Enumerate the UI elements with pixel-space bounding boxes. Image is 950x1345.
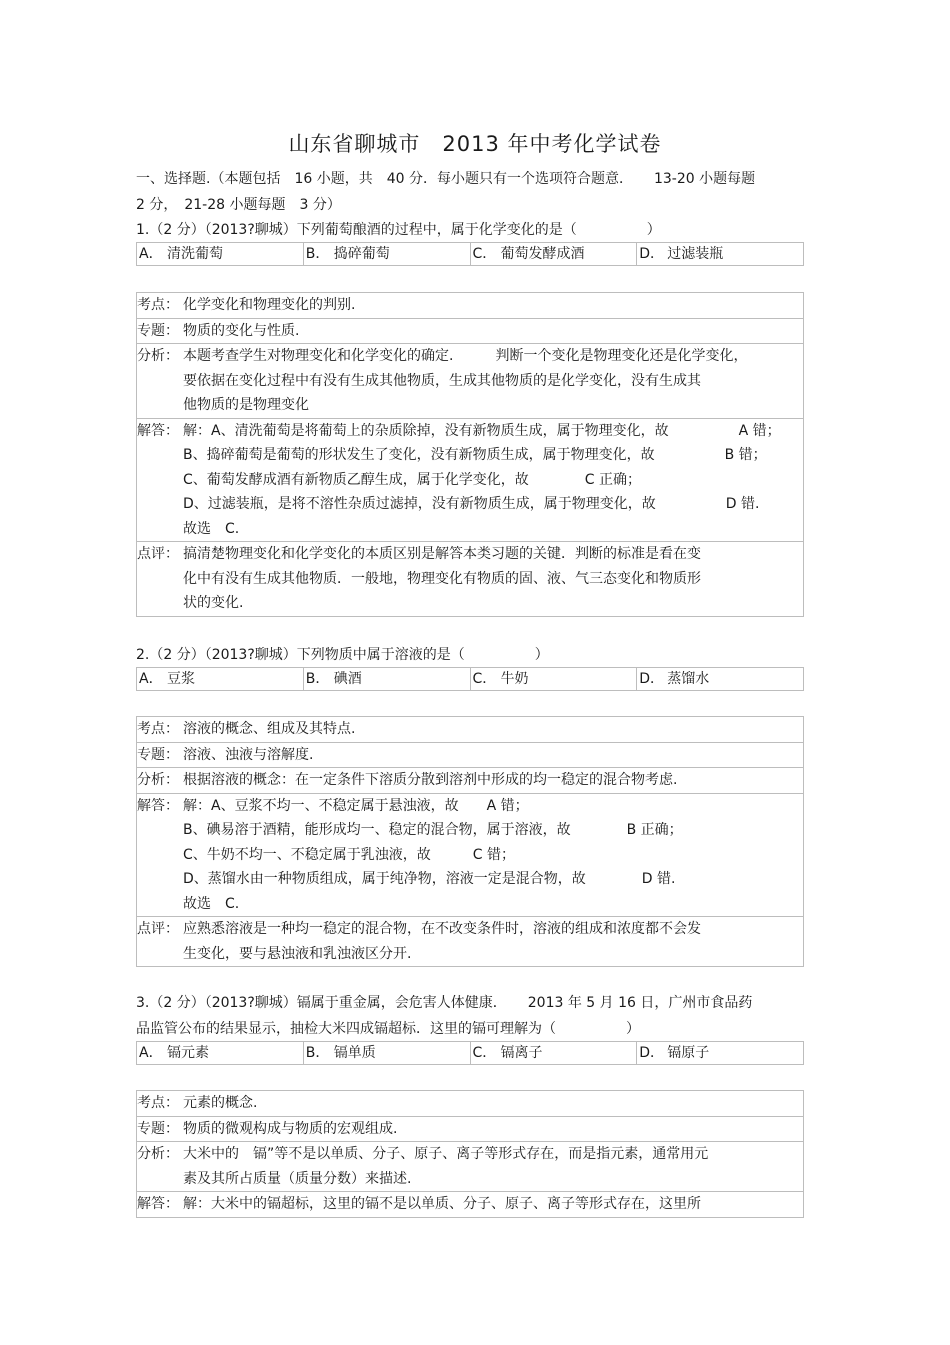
analysis-line: 根据溶液的概念：在一定条件下溶质分散到溶剂中形成的均一稳定的混合物考虑. <box>183 772 678 788</box>
analysis-label: 专题： <box>137 1116 182 1142</box>
analysis-table <box>136 1090 804 1218</box>
analysis-label: 专题： <box>137 742 182 768</box>
analysis-label: 解答： <box>137 793 182 917</box>
analysis-line: 状的变化. <box>183 595 244 611</box>
option-a: A． 清洗葡萄 <box>136 243 303 265</box>
analysis-line: B、碘易溶于酒精，能形成均一、稳定的混合物，属于溶液，故 B 正确； <box>183 822 683 838</box>
options-row <box>136 1041 804 1065</box>
analysis-line: 物质的微观构成与物质的宏观组成. <box>183 1120 398 1137</box>
analysis-label: 考点： <box>137 293 182 319</box>
analysis-label: 考点： <box>137 717 182 743</box>
analysis-label: 分析： <box>137 344 182 419</box>
analysis-line: 素及其所占质量（质量分数）来描述. <box>183 1170 412 1187</box>
option-a: A． 镉元素 <box>136 1042 303 1064</box>
analysis-line: 解：A、豆浆不均一、不稳定属于悬浊液，故 A 错； <box>183 797 529 814</box>
analysis-row <box>137 793 804 917</box>
analysis-line: B、捣碎葡萄是葡萄的形状发生了变化，没有新物质生成，属于物理变化，故 B 错； <box>183 447 767 463</box>
analysis-row <box>137 1142 804 1192</box>
analysis-line: 解：A、清洗葡萄是将葡萄上的杂质除掉，没有新物质生成，属于物理变化，故 A 错； <box>183 422 781 439</box>
analysis-label: 考点： <box>137 1091 182 1117</box>
analysis-line: 解：大米中的镉超标，这里的镉不是以单质、分子、原子、离子等形式存在，这里所 <box>183 1196 701 1212</box>
options-row <box>136 242 804 266</box>
analysis-line: 元素的概念. <box>183 1095 258 1111</box>
option-a: A． 豆浆 <box>136 668 303 690</box>
exam-title: 山东省聊城市 2013 年中考化学试卷 <box>288 132 662 156</box>
analysis-line: 生变化，要与悬浊液和乳浊液区分开. <box>183 945 412 962</box>
analysis-label: 分析： <box>137 768 182 794</box>
question-stem <box>136 642 808 668</box>
analysis-content <box>181 344 804 419</box>
analysis-content <box>181 717 804 743</box>
analysis-row <box>137 344 804 419</box>
analysis-content <box>181 418 804 542</box>
stem-line: 2.（2 分）（2013?聊城）下列物质中属于溶液的是（ ） <box>136 647 549 663</box>
analysis-content <box>181 768 804 794</box>
analysis-label: 解答： <box>137 1192 182 1218</box>
analysis-line: C、牛奶不均一、不稳定属于乳浊液，故 C 错； <box>183 846 515 863</box>
option-d: D． 蒸馏水 <box>636 668 804 690</box>
stem-line: 1.（2 分）（2013?聊城）下列葡萄酿酒的过程中，属于化学变化的是（ ） <box>136 222 661 238</box>
stem-line: 品监管公布的结果显示，抽检大米四成镉超标．这里的镉可理解为（ ） <box>136 1021 640 1037</box>
analysis-label: 专题： <box>137 318 182 344</box>
analysis-label: 点评： <box>137 542 182 617</box>
analysis-table <box>136 292 804 617</box>
question-stem <box>136 217 808 243</box>
analysis-content <box>181 1091 804 1117</box>
analysis-row <box>137 1091 804 1117</box>
analysis-label: 点评： <box>137 917 182 967</box>
analysis-line: D、蒸馏水由一种物质组成，属于纯净物，溶液一定是混合物，故 D 错. <box>183 871 676 887</box>
analysis-content <box>181 742 804 768</box>
analysis-line: 溶液的概念、组成及其特点. <box>183 721 356 737</box>
analysis-line: 大米中的 镉”等不是以单质、分子、原子、离子等形式存在，而是指元素，通常用元 <box>183 1146 709 1162</box>
option-c: C． 镉离子 <box>470 1042 637 1064</box>
analysis-content <box>181 1192 804 1218</box>
option-b: B． 碘酒 <box>303 668 470 690</box>
analysis-line: 应熟悉溶液是一种均一稳定的混合物，在不改变条件时，溶液的组成和浓度都不会发 <box>183 921 701 937</box>
option-d: D． 镉原子 <box>636 1042 804 1064</box>
analysis-content <box>181 542 804 617</box>
analysis-line: 故选 C. <box>183 895 240 912</box>
option-b: B． 捣碎葡萄 <box>303 243 470 265</box>
analysis-line: 物质的变化与性质. <box>183 322 300 339</box>
analysis-label: 分析： <box>137 1142 182 1192</box>
analysis-row <box>137 1192 804 1218</box>
option-b: B． 镉单质 <box>303 1042 470 1064</box>
analysis-content <box>181 793 804 917</box>
analysis-line: 化中有没有生成其他物质．一般地，物理变化有物质的固、液、气三态变化和物质形 <box>183 570 701 587</box>
option-c: C． 葡萄发酵成酒 <box>470 243 637 265</box>
analysis-line: 溶液、浊液与溶解度. <box>183 746 314 763</box>
option-d: D． 过滤装瓶 <box>636 243 804 265</box>
analysis-row <box>137 318 804 344</box>
analysis-row <box>137 1116 804 1142</box>
analysis-line: 化学变化和物理变化的判别. <box>183 297 356 313</box>
section-intro <box>136 166 808 218</box>
intro-line: 一、选择题.（本题包括 16 小题，共 40 分．每小题只有一个选项符合题意． 13-20 小题每题 <box>136 171 756 187</box>
analysis-line: 要依据在变化过程中有没有生成其他物质，生成其他物质的是化学变化，没有生成其 <box>183 372 701 389</box>
analysis-row <box>137 742 804 768</box>
analysis-row <box>137 542 804 617</box>
stem-line: 3.（2 分）（2013?聊城）镉属于重金属，会危害人体健康． 2013 年 5 月 16 日，广州市食品药 <box>136 995 753 1011</box>
intro-line: 2 分， 21-28 小题每题 3 分） <box>136 197 341 213</box>
analysis-content <box>181 293 804 319</box>
analysis-row <box>137 418 804 542</box>
analysis-label: 解答： <box>137 418 182 542</box>
option-c: C． 牛奶 <box>470 668 637 690</box>
analysis-content <box>181 1142 804 1192</box>
analysis-line: C、葡萄发酵成酒有新物质乙醇生成，属于化学变化，故 C 正确； <box>183 471 641 488</box>
analysis-row <box>137 717 804 743</box>
analysis-content <box>181 318 804 344</box>
analysis-row <box>137 917 804 967</box>
analysis-line: 搞清楚物理变化和化学变化的本质区别是解答本类习题的关键．判断的标准是看在变 <box>183 546 701 562</box>
options-row <box>136 667 804 691</box>
analysis-row <box>137 293 804 319</box>
analysis-line: 故选 C. <box>183 520 240 537</box>
analysis-content <box>181 917 804 967</box>
analysis-content <box>181 1116 804 1142</box>
analysis-line: D、过滤装瓶，是将不溶性杂质过滤掉，没有新物质生成，属于物理变化，故 D 错. <box>183 496 760 512</box>
question-stem <box>136 990 808 1042</box>
analysis-row <box>137 768 804 794</box>
analysis-table <box>136 716 804 967</box>
analysis-line: 本题考查学生对物理变化和化学变化的确定. 判断一个变化是物理变化还是化学变化， <box>183 348 748 364</box>
analysis-line: 他物质的是物理变化 <box>183 397 309 413</box>
